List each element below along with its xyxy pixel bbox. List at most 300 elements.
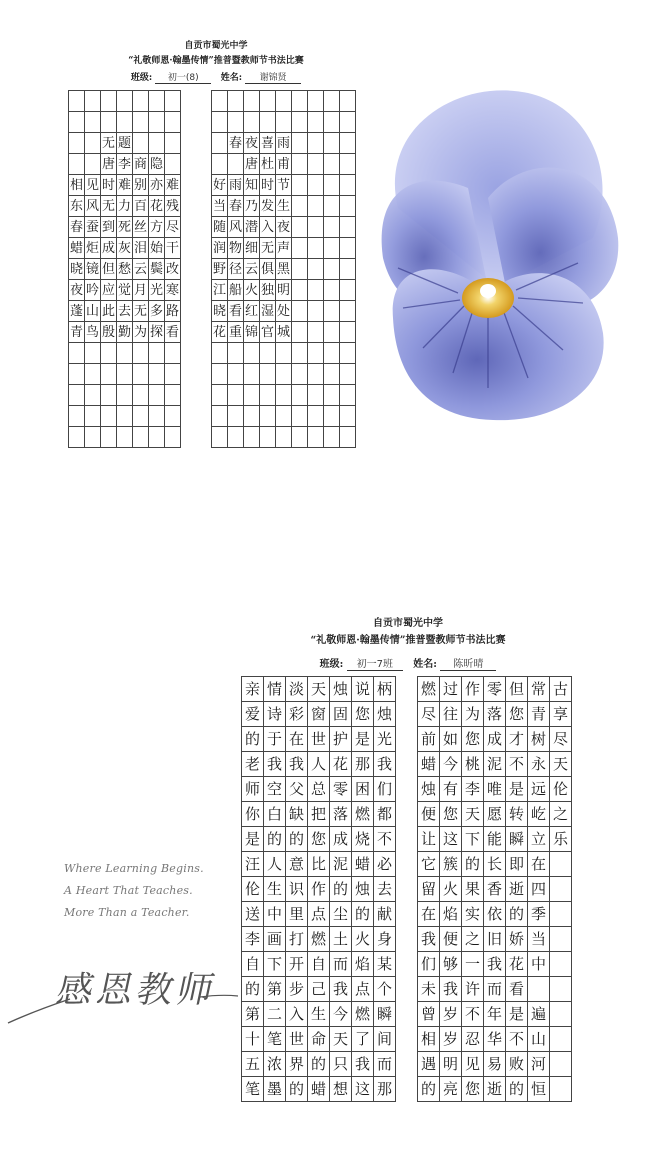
grid-row: [242, 702, 572, 727]
grid-cell: 意: [286, 852, 308, 877]
grid-cell: [165, 364, 181, 385]
grid-cell: 为: [133, 322, 149, 343]
grid-cell: 不: [462, 1002, 484, 1027]
grid-cell: [101, 91, 117, 112]
grid-cell: [292, 133, 308, 154]
grid-cell: 墨: [264, 1077, 286, 1102]
grid-cell: [292, 343, 308, 364]
grid-cell: 物: [228, 238, 244, 259]
grid-row: [69, 217, 356, 238]
grid-gap: [196, 133, 212, 154]
grid-cell: 之: [462, 927, 484, 952]
grid-cell: [340, 217, 356, 238]
grid-cell: [340, 343, 356, 364]
grid-cell: 的: [286, 827, 308, 852]
grid-cell: [212, 343, 228, 364]
grid-cell: 杜: [260, 154, 276, 175]
grid-cell: 不: [374, 827, 396, 852]
grid-cell: [292, 238, 308, 259]
grid-cell: 往: [440, 702, 462, 727]
grid-cell: [117, 91, 133, 112]
grid-cell: 情: [264, 677, 286, 702]
grid-cell: 即: [506, 852, 528, 877]
grid-cell: 青: [528, 702, 550, 727]
grid-cell: 干: [165, 238, 181, 259]
grid-cell: 自: [308, 952, 330, 977]
grid-cell: 某: [374, 952, 396, 977]
grid-cell: 如: [440, 727, 462, 752]
grid-cell: 天: [550, 752, 572, 777]
grid-gap: [181, 175, 197, 196]
grid-cell: [165, 343, 181, 364]
grid-cell: [308, 364, 324, 385]
grid-row: [69, 154, 356, 175]
grid-cell: 的: [506, 902, 528, 927]
grid-cell: 尽: [165, 217, 181, 238]
grid-cell: 让: [418, 827, 440, 852]
grid-cell: 见: [85, 175, 101, 196]
grid-cell: 前: [418, 727, 440, 752]
grid-cell: 白: [264, 802, 286, 827]
competition-title: “礼敬师恩·翰墨传情”推普暨教师节书法比赛: [128, 56, 304, 66]
grid-cell: [308, 301, 324, 322]
grid-gap: [181, 217, 197, 238]
grid-cell: 第: [264, 977, 286, 1002]
grid-cell: 柄: [374, 677, 396, 702]
grid-gap: [196, 280, 212, 301]
grid-cell: 细: [244, 238, 260, 259]
class-label: 班级:: [130, 73, 153, 83]
grid-gap: [196, 322, 212, 343]
grid-cell: [85, 343, 101, 364]
grid-cell: 船: [228, 280, 244, 301]
grid-cell: 间: [374, 1027, 396, 1052]
class-name-line: [66, 70, 366, 84]
grid-cell: [85, 406, 101, 427]
grid-row: [69, 196, 356, 217]
grid-cell: 官: [260, 322, 276, 343]
grid-cell: 的: [506, 1077, 528, 1102]
grid-cell: 华: [484, 1027, 506, 1052]
grid-cell: 作: [308, 877, 330, 902]
grid-cell: 在: [418, 902, 440, 927]
grid-cell: 而: [374, 1052, 396, 1077]
grid-cell: 季: [528, 902, 550, 927]
grid-cell: 便: [418, 802, 440, 827]
grid-cell: [260, 385, 276, 406]
grid-cell: 立: [528, 827, 550, 852]
grid-gap: [396, 777, 418, 802]
grid-cell: 依: [484, 902, 506, 927]
grid-cell: 唯: [484, 777, 506, 802]
grid-cell: 隐: [149, 154, 165, 175]
grid-cell: 丝: [133, 217, 149, 238]
grid-cell: [133, 427, 149, 448]
grid-cell: [165, 427, 181, 448]
grid-cell: [165, 112, 181, 133]
grid-cell: 入: [260, 217, 276, 238]
grid-row: [69, 175, 356, 196]
grid-gap: [396, 952, 418, 977]
grid-gap: [196, 427, 212, 448]
grid-cell: [85, 154, 101, 175]
grid-cell: 灰: [117, 238, 133, 259]
grid-gap: [181, 427, 197, 448]
grid-row: [69, 133, 356, 154]
grid-cell: [276, 427, 292, 448]
class-name-line: [238, 655, 578, 671]
grid-row: [242, 977, 572, 1002]
grid-gap: [396, 677, 418, 702]
pansy-flower-image: [378, 88, 623, 423]
grid-cell: 旧: [484, 927, 506, 952]
grid-cell: 把: [308, 802, 330, 827]
grid-gap: [181, 385, 197, 406]
grid-cell: 夜: [244, 133, 260, 154]
grid-cell: [292, 406, 308, 427]
grid-cell: [244, 112, 260, 133]
grid-gap: [181, 91, 197, 112]
grid-cell: [85, 427, 101, 448]
grid-cell: 雨: [276, 133, 292, 154]
grid-gap: [181, 196, 197, 217]
grid-cell: [244, 385, 260, 406]
class-value: 初一7班: [347, 655, 403, 671]
grid-cell: [69, 406, 85, 427]
grid-cell: 人: [264, 852, 286, 877]
grid-row: [242, 877, 572, 902]
grid-cell: 一: [462, 952, 484, 977]
grid-gap: [181, 364, 197, 385]
grid-cell: 逝: [484, 1077, 506, 1102]
grid-cell: [324, 196, 340, 217]
grid-cell: [133, 364, 149, 385]
grid-cell: 烛: [374, 702, 396, 727]
grid-cell: 花: [330, 752, 352, 777]
grid-cell: [292, 322, 308, 343]
grid-row: [242, 952, 572, 977]
grid-cell: 甫: [276, 154, 292, 175]
grid-cell: 相: [69, 175, 85, 196]
grid-cell: 恒: [528, 1077, 550, 1102]
grid-cell: [308, 427, 324, 448]
grid-cell: [133, 406, 149, 427]
grid-cell: [212, 133, 228, 154]
grid-cell: 我: [264, 752, 286, 777]
grid-cell: 身: [374, 927, 396, 952]
grid-cell: 曾: [418, 1002, 440, 1027]
grid-gap: [196, 406, 212, 427]
grid-cell: 看: [165, 322, 181, 343]
grid-cell: 我: [352, 1052, 374, 1077]
grid-row: [242, 902, 572, 927]
grid-gap: [196, 343, 212, 364]
grid-cell: [133, 91, 149, 112]
grid-cell: 我: [286, 752, 308, 777]
grid-cell: 此: [101, 301, 117, 322]
grid-cell: 去: [117, 301, 133, 322]
grid-cell: 发: [260, 196, 276, 217]
grid-cell: [228, 427, 244, 448]
grid-cell: 才: [506, 727, 528, 752]
grid-cell: 遇: [418, 1052, 440, 1077]
grid-cell: 别: [133, 175, 149, 196]
grid-cell: 识: [286, 877, 308, 902]
grid-cell: 云: [133, 259, 149, 280]
grid-cell: 云: [244, 259, 260, 280]
writing-grid: [68, 90, 356, 448]
grid-cell: 了: [352, 1027, 374, 1052]
grid-cell: 的: [462, 852, 484, 877]
grid-cell: [212, 427, 228, 448]
grid-cell: [228, 112, 244, 133]
grid-cell: 那: [374, 1077, 396, 1102]
grid-cell: [212, 112, 228, 133]
grid-cell: 难: [165, 175, 181, 196]
grid-cell: 花: [149, 196, 165, 217]
grid-cell: 风: [228, 217, 244, 238]
grid-cell: [550, 902, 572, 927]
grid-cell: [149, 91, 165, 112]
grid-cell: 的: [242, 727, 264, 752]
grid-cell: 时: [260, 175, 276, 196]
grid-gap: [396, 877, 418, 902]
grid-cell: [260, 364, 276, 385]
grid-cell: 夜: [69, 280, 85, 301]
grid-gap: [396, 1027, 418, 1052]
grid-cell: 年: [484, 1002, 506, 1027]
grid-row: [69, 259, 356, 280]
grid-row: [242, 802, 572, 827]
grid-cell: [165, 385, 181, 406]
grid-cell: 路: [165, 301, 181, 322]
grid-cell: [149, 364, 165, 385]
grid-cell: 父: [286, 777, 308, 802]
grid-cell: [324, 112, 340, 133]
grid-cell: [101, 112, 117, 133]
grid-cell: 缺: [286, 802, 308, 827]
grid-cell: [308, 112, 324, 133]
grid-gap: [396, 1077, 418, 1102]
grid-cell: 总: [308, 777, 330, 802]
grid-cell: 时: [101, 175, 117, 196]
grid-cell: [276, 343, 292, 364]
grid-cell: 亮: [440, 1077, 462, 1102]
grid-cell: 红: [244, 301, 260, 322]
grid-cell: [133, 343, 149, 364]
grid-row: [242, 1052, 572, 1077]
grid-cell: [69, 133, 85, 154]
grid-cell: 成: [484, 727, 506, 752]
grid-cell: 簇: [440, 852, 462, 877]
grid-cell: 夜: [276, 217, 292, 238]
grid-cell: 是: [242, 827, 264, 852]
grid-cell: 香: [484, 877, 506, 902]
grid-cell: 看: [228, 301, 244, 322]
grid-cell: [133, 385, 149, 406]
school-name: 自贡市蜀光中学: [373, 618, 443, 629]
grid-cell: 相: [418, 1027, 440, 1052]
grid-cell: 界: [286, 1052, 308, 1077]
grid-cell: [165, 91, 181, 112]
grid-cell: 焰: [352, 952, 374, 977]
grid-gap: [196, 385, 212, 406]
grid-cell: 生: [276, 196, 292, 217]
grid-cell: 窗: [308, 702, 330, 727]
competition-title: “礼敬师恩·翰墨传情”推普暨教师节书法比赛: [310, 635, 506, 646]
grid-gap: [181, 301, 197, 322]
grid-cell: 河: [528, 1052, 550, 1077]
grid-cell: 于: [264, 727, 286, 752]
grid-gap: [396, 702, 418, 727]
grid-cell: 我: [374, 752, 396, 777]
grid-cell: [340, 322, 356, 343]
grid-cell: [340, 301, 356, 322]
grid-cell: 今: [440, 752, 462, 777]
grid-cell: [133, 133, 149, 154]
grid-cell: 应: [101, 280, 117, 301]
grid-cell: [308, 154, 324, 175]
grid-cell: 焰: [440, 902, 462, 927]
grid-cell: [324, 259, 340, 280]
grid-cell: [212, 385, 228, 406]
class-label: 班级:: [319, 659, 344, 670]
grid-cell: 的: [242, 977, 264, 1002]
grid-cell: [165, 406, 181, 427]
grid-cell: 当: [528, 927, 550, 952]
grid-cell: [244, 91, 260, 112]
grid-cell: 五: [242, 1052, 264, 1077]
grid-cell: [324, 385, 340, 406]
grid-cell: [550, 952, 572, 977]
grid-cell: 屹: [528, 802, 550, 827]
grid-gap: [196, 196, 212, 217]
grid-cell: [550, 877, 572, 902]
grid-cell: 里: [286, 902, 308, 927]
grid-cell: 开: [286, 952, 308, 977]
grid-cell: [85, 133, 101, 154]
grid-cell: 我: [440, 977, 462, 1002]
grid-cell: 不: [506, 752, 528, 777]
signature-text: 感恩教师: [53, 970, 222, 1011]
grid-cell: 固: [330, 702, 352, 727]
grid-cell: [340, 427, 356, 448]
grid-cell: [85, 112, 101, 133]
grid-cell: 您: [462, 727, 484, 752]
grid-cell: 这: [352, 1077, 374, 1102]
grid-cell: 唐: [244, 154, 260, 175]
grid-cell: [308, 196, 324, 217]
grid-cell: 在: [286, 727, 308, 752]
grid-cell: 鬓: [149, 259, 165, 280]
grid-gap: [396, 1002, 418, 1027]
grid-cell: [340, 259, 356, 280]
grid-cell: 不: [506, 1027, 528, 1052]
grid-cell: 十: [242, 1027, 264, 1052]
grid-cell: 伦: [550, 777, 572, 802]
grid-cell: [228, 91, 244, 112]
grid-row: [69, 364, 356, 385]
grid-cell: 必: [374, 852, 396, 877]
grid-cell: 的: [418, 1077, 440, 1102]
grid-cell: [324, 322, 340, 343]
grid-cell: 而: [484, 977, 506, 1002]
grid-cell: 困: [352, 777, 374, 802]
grid-cell: 改: [165, 259, 181, 280]
grid-cell: [228, 406, 244, 427]
grid-cell: [550, 1052, 572, 1077]
grid-gap: [196, 238, 212, 259]
grid-cell: 残: [165, 196, 181, 217]
grid-cell: [276, 406, 292, 427]
grid-cell: [212, 91, 228, 112]
grid-cell: 炬: [85, 238, 101, 259]
grid-cell: [324, 154, 340, 175]
grid-cell: 笔: [242, 1077, 264, 1102]
name-label: 姓名:: [413, 659, 437, 670]
grid-cell: [308, 259, 324, 280]
grid-cell: 春: [228, 196, 244, 217]
grid-cell: 蜡: [418, 752, 440, 777]
grid-cell: [244, 364, 260, 385]
grid-cell: 城: [276, 322, 292, 343]
grid-cell: 许: [462, 977, 484, 1002]
grid-cell: [149, 385, 165, 406]
grid-cell: [117, 343, 133, 364]
grid-cell: [292, 427, 308, 448]
grid-cell: [117, 427, 133, 448]
grid-cell: 彩: [286, 702, 308, 727]
grid-gap: [396, 1052, 418, 1077]
grid-cell: [69, 112, 85, 133]
grid-cell: 过: [440, 677, 462, 702]
grid-cell: 烛: [352, 877, 374, 902]
grid-cell: 是: [506, 1002, 528, 1027]
grid-cell: 人: [308, 752, 330, 777]
grid-cell: [260, 427, 276, 448]
grid-cell: 无: [101, 196, 117, 217]
grid-cell: [276, 112, 292, 133]
grid-cell: 瞬: [374, 1002, 396, 1027]
grid-cell: 无: [260, 238, 276, 259]
grid-cell: 享: [550, 702, 572, 727]
grid-cell: 落: [484, 702, 506, 727]
grid-cell: 您: [352, 702, 374, 727]
grid-cell: 中: [528, 952, 550, 977]
grid-cell: 己: [308, 977, 330, 1002]
grid-cell: 喜: [260, 133, 276, 154]
grid-cell: 树: [528, 727, 550, 752]
grid-gap: [196, 91, 212, 112]
grid-row: [69, 91, 356, 112]
grid-cell: 知: [244, 175, 260, 196]
grid-cell: 比: [308, 852, 330, 877]
grid-cell: 打: [286, 927, 308, 952]
grid-cell: [308, 133, 324, 154]
grid-cell: [308, 175, 324, 196]
writing-grid: [241, 676, 572, 1102]
grid-cell: 步: [286, 977, 308, 1002]
grid-cell: [69, 343, 85, 364]
grid-cell: 第: [242, 1002, 264, 1027]
grid-cell: 只: [330, 1052, 352, 1077]
grid-row: [69, 238, 356, 259]
grid-cell: [308, 238, 324, 259]
grid-cell: 愿: [484, 802, 506, 827]
grid-cell: [149, 427, 165, 448]
grid-cell: 蜡: [352, 852, 374, 877]
grid-cell: [276, 385, 292, 406]
